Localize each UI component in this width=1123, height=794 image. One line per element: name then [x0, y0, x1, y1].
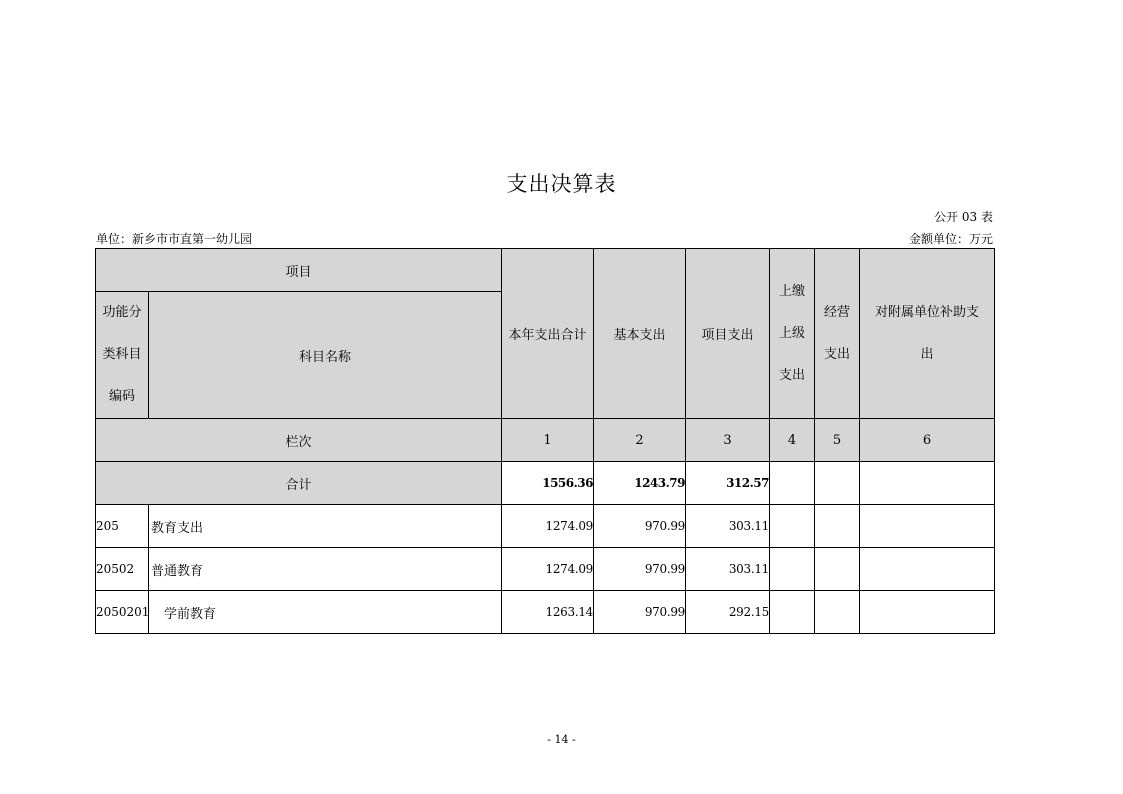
total-row [96, 462, 995, 505]
header-remit-line: 上级 [779, 325, 806, 341]
reporting-unit: 单位：新乡市市直第一幼儿园 [96, 232, 253, 246]
row-business [815, 548, 860, 591]
header-item: 项目 [96, 249, 502, 292]
table-row [96, 591, 995, 634]
expenditure-table [95, 248, 995, 634]
header-basic: 基本支出 [594, 249, 686, 419]
header-business [815, 249, 860, 419]
total-basic: 1243.79 [594, 462, 686, 505]
header-func-code-line: 功能分 [102, 305, 142, 320]
row-total: 1263.14 [502, 591, 594, 634]
header-business-line: 经营 [824, 304, 851, 320]
column-number: 6 [860, 419, 995, 462]
row-project: 292.15 [686, 591, 770, 634]
total-project: 312.57 [686, 462, 770, 505]
column-label: 栏次 [96, 419, 502, 462]
row-business [815, 591, 860, 634]
row-code: 2050201 [96, 591, 149, 634]
header-remit [770, 249, 815, 419]
row-basic: 970.99 [594, 505, 686, 548]
row-project: 303.11 [686, 505, 770, 548]
column-number: 4 [770, 419, 815, 462]
header-func-code-line: 编码 [108, 389, 135, 404]
row-name: 教育支出 [149, 505, 502, 548]
header-func-code-line: 类科目 [102, 347, 142, 362]
header-project: 项目支出 [686, 249, 770, 419]
page-title: 支出决算表 [506, 172, 617, 196]
total-label: 合计 [96, 462, 502, 505]
row-code: 20502 [96, 548, 149, 591]
amount-unit: 金额单位：万元 [908, 232, 993, 246]
row-project: 303.11 [686, 548, 770, 591]
row-subsidy [860, 591, 995, 634]
total-business [815, 462, 860, 505]
row-name: 普通教育 [149, 548, 502, 591]
row-subsidy [860, 505, 995, 548]
table-row [96, 505, 995, 548]
header-subsidy [860, 249, 995, 419]
header-remit-line: 上缴 [779, 283, 806, 299]
form-number: 公开 03 表 [934, 210, 993, 224]
column-number: 1 [502, 419, 594, 462]
header-business-line: 支出 [824, 346, 851, 362]
row-business [815, 505, 860, 548]
total-remit [770, 462, 815, 505]
row-remit [770, 591, 815, 634]
header-subject-name: 科目名称 [149, 292, 502, 419]
page-number: - 14 - [547, 733, 576, 746]
row-subsidy [860, 548, 995, 591]
column-number: 3 [686, 419, 770, 462]
row-basic: 970.99 [594, 591, 686, 634]
row-remit [770, 505, 815, 548]
header-subsidy-line: 出 [920, 346, 934, 362]
row-basic: 970.99 [594, 548, 686, 591]
row-name: 学前教育 [149, 591, 502, 634]
column-number: 5 [815, 419, 860, 462]
header-subsidy-line: 对附属单位补助支 [875, 304, 980, 320]
row-remit [770, 548, 815, 591]
header-func-code [96, 292, 149, 419]
row-total: 1274.09 [502, 548, 594, 591]
row-code: 205 [96, 505, 149, 548]
row-total: 1274.09 [502, 505, 594, 548]
header-total: 本年支出合计 [502, 249, 594, 419]
table-row [96, 548, 995, 591]
total-subsidy [860, 462, 995, 505]
total-value: 1556.36 [502, 462, 594, 505]
header-remit-line: 支出 [779, 367, 806, 383]
column-number: 2 [594, 419, 686, 462]
